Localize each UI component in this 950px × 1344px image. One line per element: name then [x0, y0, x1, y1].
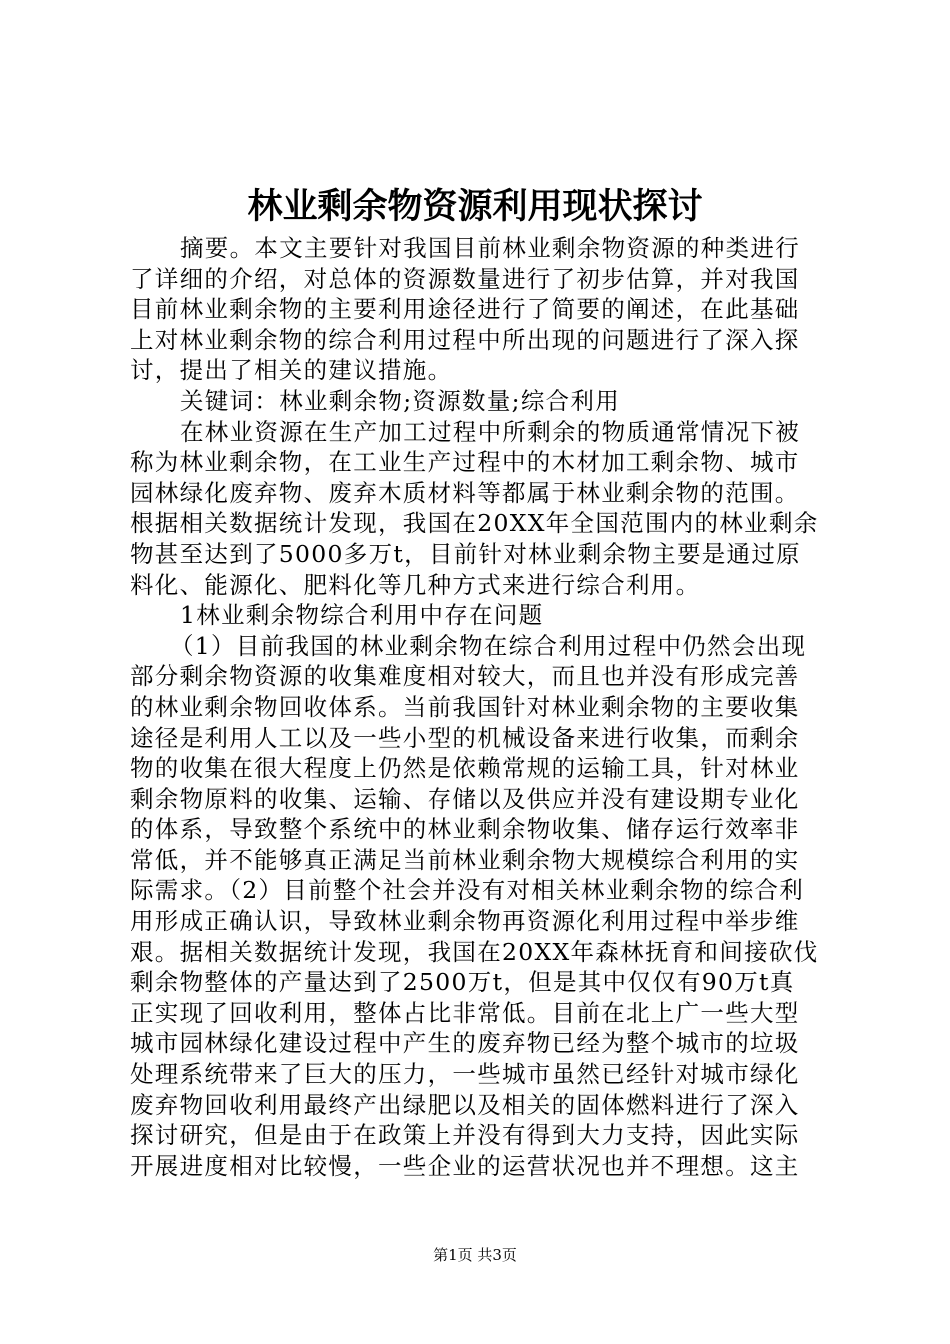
abstract-line: 目前林业剩余物的主要利用途径进行了简要的阐述，在此基础	[130, 295, 800, 324]
paragraph-line: 的林业剩余物回收体系。当前我国针对林业剩余物的主要收集	[130, 692, 800, 721]
abstract-line: 摘要。本文主要针对我国目前林业剩余物资源的种类进行	[180, 234, 800, 262]
paragraph-line: 际需求。（2）目前整个社会并没有对相关林业剩余物的综合利	[130, 876, 805, 905]
paragraph-line: 根据相关数据统计发现，我国在20XX年全国范围内的林业剩余	[130, 509, 819, 538]
paragraph-line: 物甚至达到了5000多万t，目前针对林业剩余物主要是通过原	[130, 539, 801, 568]
paragraph-line: 在林业资源在生产加工过程中所剩余的物质通常情况下被	[180, 417, 800, 446]
keywords-line: 关键词：林业剩余物;资源数量;综合利用	[180, 386, 621, 415]
paragraph-line: 开展进度相对比较慢，一些企业的运营状况也并不理想。这主	[130, 1151, 800, 1180]
paragraph-line: 称为林业剩余物，在工业生产过程中的木材加工剩余物、城市	[130, 448, 800, 477]
paragraph-line: 常低，并不能够真正满足当前林业剩余物大规模综合利用的实	[130, 845, 800, 874]
paragraph-line: 废弃物回收利用最终产出绿肥以及相关的固体燃料进行了深入	[130, 1090, 800, 1119]
paragraph-line: （1）目前我国的林业剩余物在综合利用过程中仍然会出现	[170, 631, 807, 660]
paragraph-line: 部分剩余物资源的收集难度相对较大，而且也并没有形成完善	[130, 662, 800, 691]
paragraph-line: 剩余物原料的收集、运输、存储以及供应并没有建设期专业化	[130, 784, 800, 813]
document-body	[130, 233, 830, 1181]
paragraph-line: 的体系，导致整个系统中的林业剩余物收集、储存运行效率非	[130, 815, 800, 844]
paragraph-line: 途径是利用人工以及一些小型的机械设备来进行收集，而剩余	[130, 723, 800, 752]
paragraph-line: 探讨研究，但是由于在政策上并没有得到大力支持，因此实际	[130, 1121, 800, 1150]
abstract-line: 上对林业剩余物的综合利用过程中所出现的问题进行了深入探	[130, 325, 800, 354]
paragraph-line: 园林绿化废弃物、废弃木质材料等都属于林业剩余物的范围。	[130, 478, 800, 507]
paragraph-line: 正实现了回收利用，整体占比非常低。目前在北上广一些大型	[130, 998, 800, 1027]
paragraph-line: 用形成正确认识，导致林业剩余物再资源化利用过程中举步维	[130, 907, 800, 936]
paragraph-line: 艰。据相关数据统计发现，我国在20XX年森林抚育和间接砍伐	[130, 937, 819, 966]
paragraph-line: 物的收集在很大程度上仍然是依赖常规的运输工具，针对林业	[130, 754, 800, 783]
section-heading: 1林业剩余物综合利用中存在问题	[180, 601, 544, 630]
abstract-line: 了详细的介绍，对总体的资源数量进行了初步估算，并对我国	[130, 264, 800, 293]
page-footer: 第1页 共3页	[433, 1246, 517, 1264]
paragraph-line: 城市园林绿化建设过程中产生的废弃物已经为整个城市的垃圾	[130, 1029, 800, 1058]
document-title: 林业剩余物资源利用现状探讨	[247, 186, 703, 227]
abstract-line: 讨，提出了相关的建议措施。	[130, 356, 453, 385]
paragraph-line: 处理系统带来了巨大的压力，一些城市虽然已经针对城市绿化	[130, 1060, 800, 1089]
paragraph-line: 剩余物整体的产量达到了2500万t，但是其中仅仅有90万t真	[130, 968, 795, 997]
paragraph-line: 料化、能源化、肥料化等几种方式来进行综合利用。	[130, 570, 701, 599]
